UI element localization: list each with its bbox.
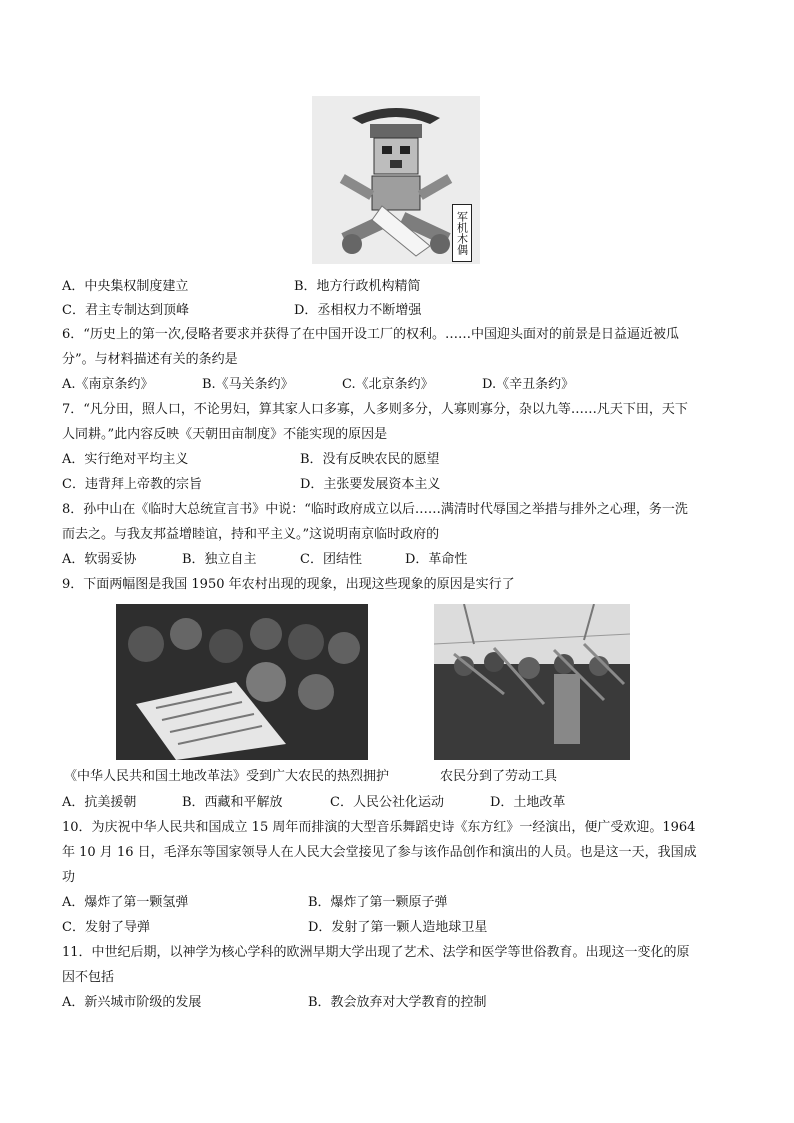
q5-option-a[interactable]: A．中央集权制度建立: [62, 279, 189, 294]
q9-option-d[interactable]: D．土地改革: [490, 795, 566, 810]
q9-option-c[interactable]: C．人民公社化运动: [330, 795, 444, 810]
puppet-caption: 军机木偶: [452, 204, 472, 262]
q8-option-b[interactable]: B．独立自主: [182, 552, 257, 567]
q7-stem-line1: 7．“凡分田，照人口，不论男妇，算其家人口多寡，人多则多分，人寡则寡分，杂以九等……凡天下田，天下: [62, 402, 688, 417]
q7-option-b[interactable]: B．没有反映农民的愿望: [300, 452, 440, 467]
q9-caption-left: 《中华人民共和国土地改革法》受到广大农民的热烈拥护: [64, 769, 390, 784]
q7-stem-line2: 人同耕。”此内容反映《天朝田亩制度》不能实现的原因是: [62, 427, 388, 442]
q11-option-b[interactable]: B．教会放弃对大学教育的控制: [308, 995, 487, 1010]
q9-caption-right: 农民分到了劳动工具: [440, 769, 558, 784]
q9-stem-line1: 9．下面两幅图是我国 1950 年农村出现的现象，出现这些现象的原因是实行了: [62, 577, 515, 592]
q10-option-b[interactable]: B．爆炸了第一颗原子弹: [308, 895, 448, 910]
q10-stem-line1: 10．为庆祝中华人民共和国成立 15 周年而排演的大型音乐舞蹈史诗《东方红》一经演出，便广受欢迎。1964: [62, 820, 696, 835]
q6-stem-line1: 6．“历史上的第一次,侵略者要求并获得了在中国开设工厂的权利。……中国迎头面对的前景是日益逼近被瓜: [62, 327, 680, 342]
q9-option-b[interactable]: B．西藏和平解放: [182, 795, 283, 810]
q10-option-d[interactable]: D．发射了第一颗人造地球卫星: [308, 920, 488, 935]
q8-option-d[interactable]: D．革命性: [405, 552, 468, 567]
land-reform-law-photo: [116, 604, 368, 760]
q8-stem-line1: 8．孙中山在《临时大总统宣言书》中说：“临时政府成立以后……满清时代辱国之举措与排外之心理，务一洗: [62, 502, 688, 517]
crowd-reading-drawing: [116, 604, 368, 760]
q9-option-a[interactable]: A．抗美援朝: [62, 795, 137, 810]
q10-stem-line3: 功: [62, 870, 76, 885]
q8-option-a[interactable]: A．软弱妥协: [62, 552, 137, 567]
q5-option-b[interactable]: B．地方行政机构精简: [294, 279, 421, 294]
q10-option-c[interactable]: C．发射了导弹: [62, 920, 150, 935]
q6-option-c[interactable]: C.《北京条约》: [342, 377, 434, 392]
q11-stem-line1: 11．中世纪后期，以神学为核心学科的欧洲早期大学出现了艺术、法学和医学等世俗教育。出现这一变化的原: [62, 945, 690, 960]
q6-option-a[interactable]: A.《南京条约》: [62, 377, 154, 392]
q11-stem-line2: 因不包括: [62, 970, 115, 985]
q7-option-a[interactable]: A．实行绝对平均主义: [62, 452, 189, 467]
q6-stem-line2: 分”。与材料描述有关的条约是: [62, 352, 238, 367]
q5-option-d[interactable]: D．丞相权力不断增强: [294, 303, 422, 318]
q10-stem-line2: 年 10 月 16 日，毛泽东等国家领导人在人民大会堂接见了参与该作品创作和演出的人员。也是这一天，我国成: [62, 845, 697, 860]
q7-option-c[interactable]: C．违背拜上帝教的宗旨: [62, 477, 202, 492]
q6-option-d[interactable]: D.《辛丑条约》: [482, 377, 575, 392]
q11-option-a[interactable]: A．新兴城市阶级的发展: [62, 995, 202, 1010]
q10-option-a[interactable]: A．爆炸了第一颗氢弹: [62, 895, 189, 910]
farm-tools-photo: [434, 604, 630, 760]
q7-option-d[interactable]: D．主张要发展资本主义: [300, 477, 441, 492]
q5-option-c[interactable]: C．君主专制达到顶峰: [62, 303, 189, 318]
q8-stem-line2: 而去之。与我友邦益增睦谊，持和平主义。”这说明南京临时政府的: [62, 527, 440, 542]
farmers-with-tools-drawing: [434, 604, 630, 760]
q6-option-b[interactable]: B.《马关条约》: [202, 377, 294, 392]
q8-option-c[interactable]: C．团结性: [300, 552, 362, 567]
